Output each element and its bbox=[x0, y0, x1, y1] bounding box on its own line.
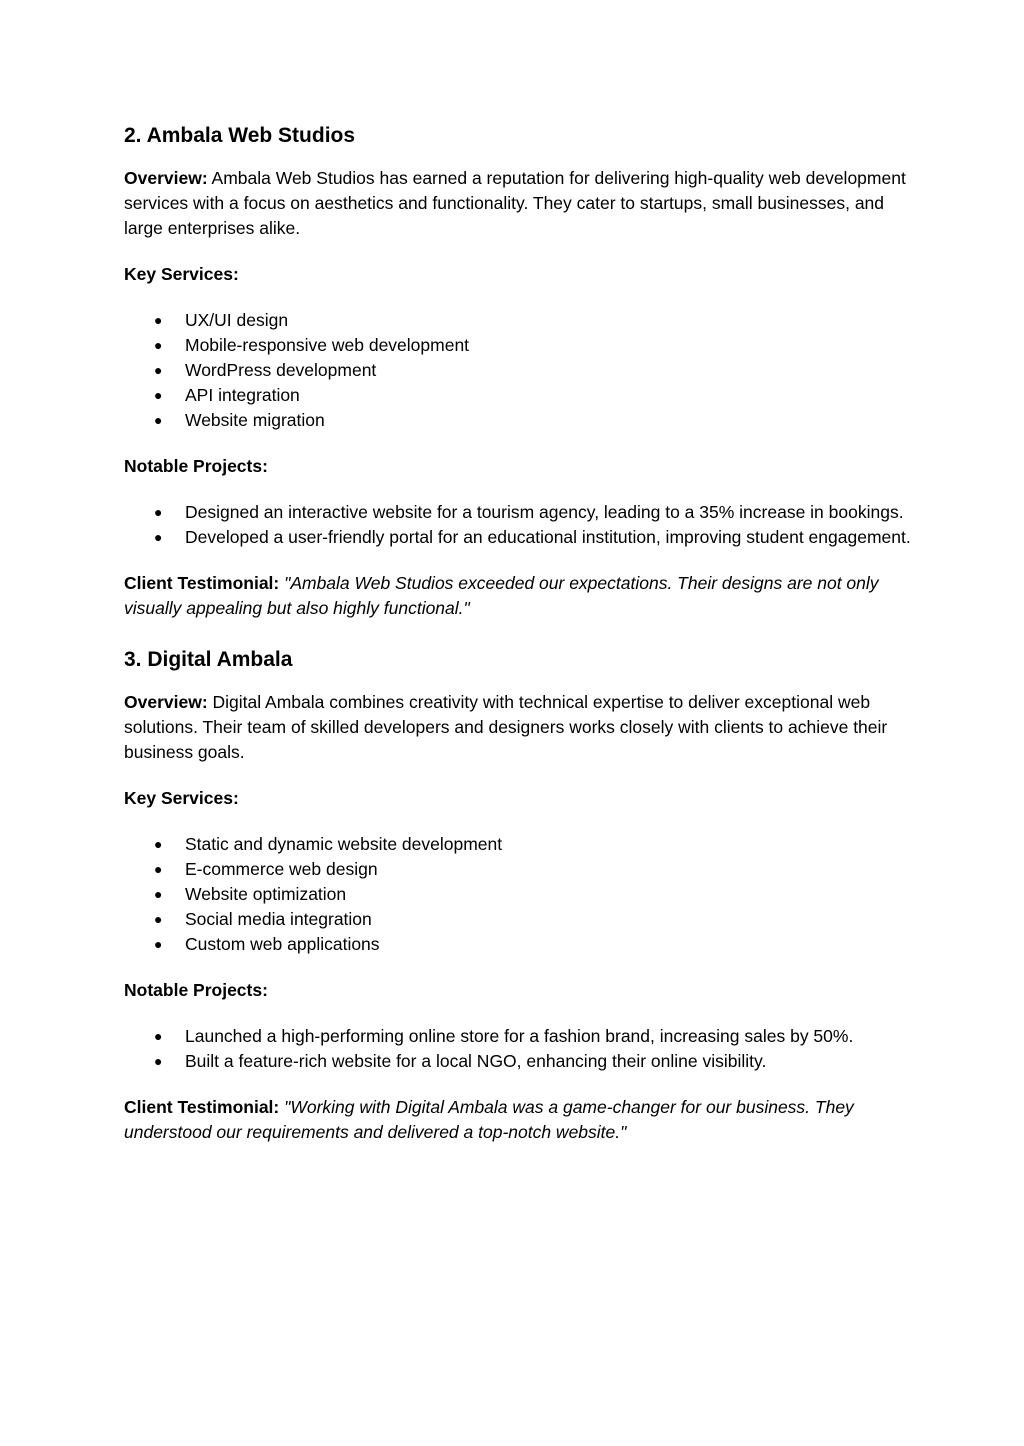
list-item bbox=[124, 1024, 914, 1049]
key-services-label: Key Services: bbox=[124, 788, 239, 808]
notable-projects-label: Notable Projects: bbox=[124, 456, 268, 476]
bullet-icon: ● bbox=[154, 312, 163, 328]
bullet-icon: ● bbox=[154, 529, 163, 545]
bullet-icon: ● bbox=[154, 936, 163, 952]
bullet-icon: ● bbox=[154, 911, 163, 927]
company-section-ambala-web-studios bbox=[124, 118, 914, 621]
list-item-text: Custom web applications bbox=[185, 934, 380, 954]
overview-text: Digital Ambala combines creativity with technical expertise to deliver exceptional web solutions. Their team of skilled developers and designers works closely with clients to achieve their business goals. bbox=[124, 692, 888, 762]
list-item-text: Launched a high-performing online store for a fashion brand, increasing sales by 50%. bbox=[185, 1026, 854, 1046]
key-services-list bbox=[124, 308, 914, 433]
list-item bbox=[124, 333, 914, 358]
notable-projects-list bbox=[124, 1024, 914, 1074]
list-item bbox=[124, 358, 914, 383]
overview-label: Overview: bbox=[124, 692, 208, 712]
testimonial-label: Client Testimonial: bbox=[124, 573, 280, 593]
list-item-text: Website optimization bbox=[185, 884, 347, 904]
list-item-text: Website migration bbox=[185, 410, 325, 430]
key-services-label: Key Services: bbox=[124, 264, 239, 284]
bullet-icon: ● bbox=[154, 836, 163, 852]
list-item-text: Mobile-responsive web development bbox=[185, 335, 470, 355]
bullet-icon: ● bbox=[154, 337, 163, 353]
client-testimonial bbox=[124, 571, 914, 621]
list-item bbox=[124, 907, 914, 932]
list-item bbox=[124, 408, 914, 433]
list-item bbox=[124, 500, 914, 525]
testimonial-label: Client Testimonial: bbox=[124, 1097, 280, 1117]
bullet-icon: ● bbox=[154, 861, 163, 877]
list-item-text: UX/UI design bbox=[185, 310, 289, 330]
company-heading: 3. Digital Ambala bbox=[124, 648, 293, 671]
list-item-text: Developed a user-friendly portal for an educational institution, improving student engagement. bbox=[185, 527, 911, 547]
list-item-text: WordPress development bbox=[185, 360, 377, 380]
notable-projects-label: Notable Projects: bbox=[124, 980, 268, 1000]
list-item bbox=[124, 882, 914, 907]
document-page bbox=[124, 118, 914, 1166]
list-item-text: Static and dynamic website development bbox=[185, 834, 503, 854]
company-section-digital-ambala bbox=[124, 642, 914, 1145]
list-item-text: E-commerce web design bbox=[185, 859, 378, 879]
key-services-list bbox=[124, 832, 914, 957]
client-testimonial bbox=[124, 1095, 914, 1145]
bullet-icon: ● bbox=[154, 412, 163, 428]
list-item-text: Designed an interactive website for a tourism agency, leading to a 35% increase in bookings. bbox=[185, 502, 904, 522]
testimonial-quote: "Working with Digital Ambala was a game-changer for our business. They understood our requirements and delivered a top-notch website." bbox=[124, 1097, 854, 1142]
list-item bbox=[124, 308, 914, 333]
bullet-icon: ● bbox=[154, 1053, 163, 1069]
list-item bbox=[124, 383, 914, 408]
notable-projects-list bbox=[124, 500, 914, 550]
bullet-icon: ● bbox=[154, 362, 163, 378]
list-item-text: Built a feature-rich website for a local NGO, enhancing their online visibility. bbox=[185, 1051, 767, 1071]
list-item bbox=[124, 832, 914, 857]
company-heading: 2. Ambala Web Studios bbox=[124, 124, 356, 147]
list-item-text: API integration bbox=[185, 385, 300, 405]
bullet-icon: ● bbox=[154, 387, 163, 403]
overview-paragraph bbox=[124, 166, 914, 241]
bullet-icon: ● bbox=[154, 1028, 163, 1044]
bullet-icon: ● bbox=[154, 504, 163, 520]
testimonial-quote: "Ambala Web Studios exceeded our expectations. Their designs are not only visually appealing but also highly functional." bbox=[124, 573, 879, 618]
list-item bbox=[124, 1049, 914, 1074]
list-item-text: Social media integration bbox=[185, 909, 372, 929]
list-item bbox=[124, 525, 914, 550]
overview-paragraph bbox=[124, 690, 914, 765]
list-item bbox=[124, 932, 914, 957]
overview-text: Ambala Web Studios has earned a reputation for delivering high-quality web development services with a focus on aesthetics and functionality. They cater to startups, small businesses, and large enterprises alike. bbox=[124, 168, 906, 238]
list-item bbox=[124, 857, 914, 882]
bullet-icon: ● bbox=[154, 886, 163, 902]
overview-label: Overview: bbox=[124, 168, 208, 188]
